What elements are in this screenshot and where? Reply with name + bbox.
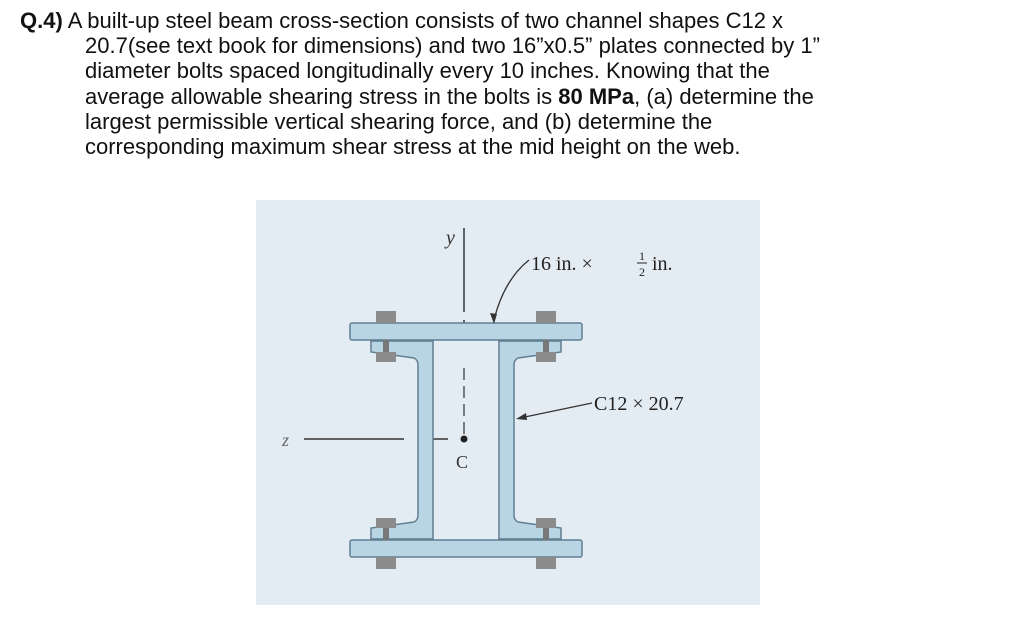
z-axis-label: z xyxy=(282,430,290,450)
problem-text: average allowable shearing stress in the bolts is xyxy=(85,83,559,109)
top-plate xyxy=(350,323,582,340)
bottom-plate xyxy=(350,540,582,557)
centroid-label: C xyxy=(456,452,469,472)
problem-statement xyxy=(20,8,1010,159)
question-number: Q.4) xyxy=(20,8,63,33)
plate-label xyxy=(531,253,593,275)
problem-text: A built-up steel beam cross-section consists of two channel shapes C12 x xyxy=(62,8,784,33)
problem-text: , (a) determine the xyxy=(634,83,814,109)
y-axis-label: y xyxy=(446,227,455,249)
centroid-point xyxy=(461,436,468,443)
plate-fraction-numerator: 1 xyxy=(639,249,645,263)
channel-label: C12 × 20.7 xyxy=(594,393,684,415)
beam-cross-section-figure xyxy=(256,200,760,605)
plate-label-size: 16 in. × xyxy=(531,253,593,275)
allowable-stress-value: 80 MPa xyxy=(558,83,635,109)
plate-fraction-denominator: 2 xyxy=(639,265,645,279)
problem-line: corresponding maximum shear stress at the mid height on the web. xyxy=(85,134,741,160)
problem-line xyxy=(20,84,1010,109)
problem-line: largest permissible vertical shearing force, and (b) determine the xyxy=(85,108,713,134)
problem-line xyxy=(20,8,1010,33)
problem-line: diameter bolts spaced longitudinally every 10 inches. Knowing that the xyxy=(85,58,770,84)
plate-label-unit: in. xyxy=(652,253,673,275)
problem-line: 20.7(see text book for dimensions) and two 16”x0.5” plates connected by 1” xyxy=(85,33,820,59)
